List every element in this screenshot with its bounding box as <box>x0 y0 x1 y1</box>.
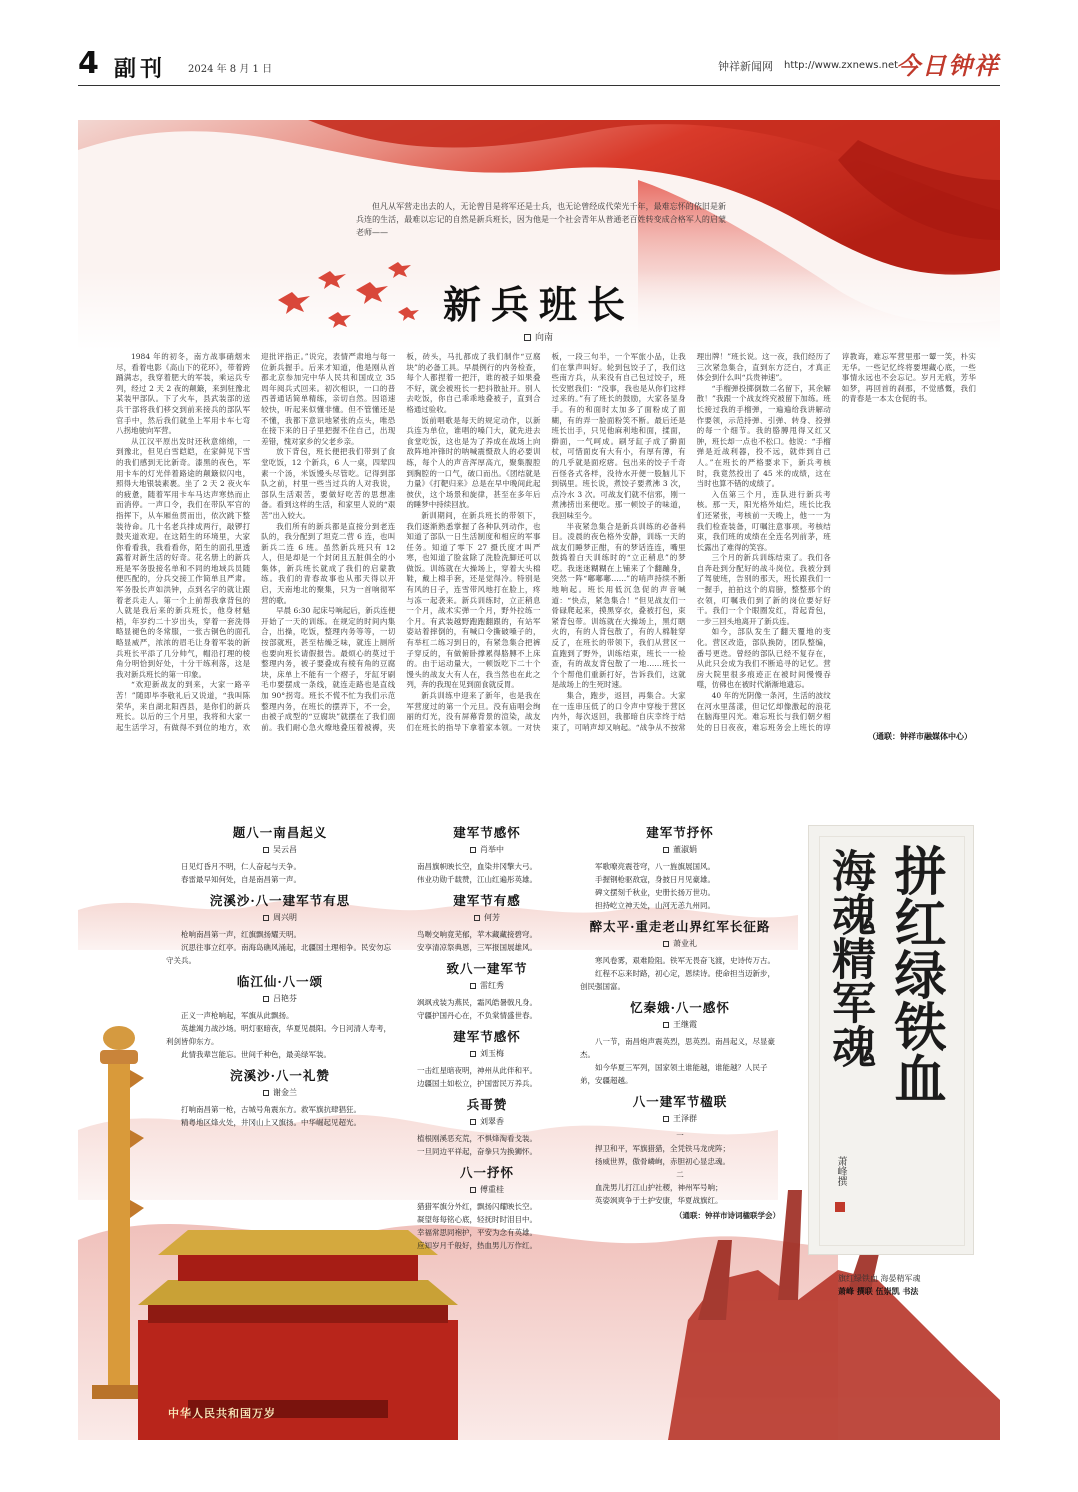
byline-square-icon <box>470 1187 476 1193</box>
page-header <box>78 44 1000 86</box>
article-paragraph: 1984 年的初冬，南方战事硝烟未尽，看着电影《高山下的花环》，带着跨踊满志，我穿着肥大的军装，乘运兵专列，经过 2 天 2 夜的颠簸，来到驻豫北某装甲部队。下了火车，县武装部的送兵干部将我们移交到前来接兵的部队军官手中，然后我们就坐上军用卡车七弯八拐地驶向军营。 <box>116 352 251 436</box>
calligraphy-signature: 萧峰撰 <box>835 1156 846 1186</box>
epigraph: 但凡从军营走出去的人，无论曾目是将军还是士兵，也无论曾经成代荣光千年，最难忘怀的依旧是新兵连的生活，最难以忘记的自然是新兵班长，因为他是一个社会青年从普通老百姓转变成合格军人的启蒙老师—— <box>356 202 726 237</box>
poem-author: 王继霞 <box>580 1018 780 1031</box>
poem-title: 题八一南昌起义 <box>232 825 328 840</box>
poem-body: 打响南昌第一枪，古城号角震东方。救军旗抗肆猖狂。 精粤地区烽火处，井冈山上又旗扬。中华崛起见超光。 <box>181 1105 361 1127</box>
article-byline <box>524 330 553 343</box>
article-paragraph: 我们所有的新兵都是直接分到老连队的，我分配到了坦克二营 6 连，也叫新兵二连 6 班。虽然新兵班只有 12 人，但是却是一个封闭且五脏俱全的小集体，新兵班长就成了我们的启蒙教练。我们的青春故事也从那天得以开启，天南地北的聚集，只为一首响彻军营的歌。 <box>261 521 396 605</box>
poem <box>580 1001 780 1087</box>
poem-author: 刘翠香 <box>402 1115 572 1128</box>
calligraphy-line-left: 海魂精军魂 <box>824 848 875 1068</box>
poem-title: 忆秦娥·八一感怀 <box>630 1000 730 1015</box>
calligraphy-caption <box>838 1272 921 1298</box>
poem <box>580 1095 780 1222</box>
byline-square-icon <box>663 941 669 947</box>
article-paragraph: “手榴弹投掷倒数二名留下，其余解散！”我跟一个战友终究被留下加练。班长接过我的手榴弹，一遍遍给我讲解动作要领，示范持弹、引弹、转身、投弹的每一个细节。我的胳膊甩得又红又肿，班长却一点也不松口。他说：“手榴弹是近战利器，投不远，就炸到自己人。”在班长的严格要求下，新兵考核时，我竟然投出了 45 米的成绩，这在当时也算不错的成绩了。 <box>696 383 831 489</box>
poem-title: 建军节感怀 <box>453 825 521 840</box>
poem-title: 八一抒怀 <box>459 1165 514 1180</box>
article-credit: （通联：钟祥市融媒体中心） <box>868 731 972 741</box>
poem-title: 八一建军节楹联 <box>632 1094 728 1109</box>
article-paragraph: 半夜紧急集合是新兵训练的必备科目。凌晨的夜色格外安静，训练一天的战友们睡梦正酣，有的梦话连连，嘴里鼓捣着白天训练时的“立正稍息”的梦呓。我迷迷糊糊在上铺来了个翻蹦身，突然一阵“嘟嘟嘟……”的哨声持续不断地响起。班长用低沉急促的声音喊道：“快点，紧急集合！”但见战友们一骨碌爬起来，摸黑穿衣，叠被打包，束紧背包带。训练就在大操场上，黑灯瞎火的，有的人背包散了，有的人棉鞋穿反了，在班长的带领下，我们从营区一直跑到了野外，训练结束，班长一一检查，有的战友背包散了一地……班长一个个帮他们重新打好，告诉我们，这就是战场上的生死时速。 <box>551 521 686 690</box>
poem-author: 周兴明 <box>166 911 394 924</box>
poem-title: 临江仙·八一颂 <box>236 974 324 989</box>
byline-square-icon <box>263 996 269 1002</box>
author-name: 向南 <box>535 333 554 343</box>
byline-square-icon <box>524 334 531 341</box>
poem <box>580 826 780 912</box>
byline-square-icon <box>663 1116 669 1122</box>
byline-square-icon <box>470 1119 476 1125</box>
byline-square-icon <box>263 847 269 853</box>
article-body <box>116 352 976 740</box>
poem-body: 猎猎军旗分外红，飘扬闪耀映长空。 凝望每每铭心底，轻抚时时泪目中。 幸福常思同袍护，平安为念有英雄。 应知岁月千般好，热血男儿万作红。 <box>417 1202 537 1250</box>
article-paragraph: 饭前唱歌是每天的规定动作，以新兵连为单位，谁唱的嗓门大，就先进去食堂吃饭，这也是为了养成在战场上向敌阵地冲锋时的呐喊震慑敌人的必要训练，每个人的声音浑厚高亢，聚集腹腔到胸腔的一口气，破口而出。《团结就是力量》《打靶归来》总是在早中晚间此起彼伏，这个场景和旋律，甚至在多年后的睡梦中持续回放。 <box>406 415 541 510</box>
poem-author: 傅重桂 <box>402 1183 572 1196</box>
poem <box>166 1069 394 1129</box>
article-paragraph: 如今，部队发生了翻天覆地的变化。营区改造，部队换防，团队整编，番号更迭。曾经的部队已经不复存在，从此只会成为我们不断追寻的记忆。营房大院里很多痕迹正在被时间慢慢吞噬，仿佛也在被时代渐渐地遗忘。 <box>696 627 831 690</box>
byline-square-icon <box>474 915 480 921</box>
poem <box>402 826 572 886</box>
poem-author: 谢金兰 <box>166 1086 394 1099</box>
poem-column-1 <box>166 826 394 1129</box>
article-paragraph: 三个月的新兵训练结束了。我们各自奔赴到分配好的战斗岗位。我被分到了驾驶班，告别的那天，班长跟我们一一握手，拍拍这个的肩膀，整整那个的衣领，叮嘱我们到了新的岗位要好好干。我们一个个眼圈发红，背起背包，一步三回头地离开了新兵连。 <box>696 553 831 626</box>
poem-author: 王泽群 <box>580 1112 780 1125</box>
byline-square-icon <box>470 847 476 853</box>
article-paragraph: 早晨 6:30 起床号响起后，新兵连便开始了一天的训练。在规定的时间内集合，出操，吃饭，整理内务等等，一切按部就班，甚至枯燥乏味，就连上厕所也要向班长请假报告。最烦心的莫过于整理内务，被子要叠成有棱有角的豆腐块，床单上不能有一个褶子，牙缸牙刷毛巾要摆成一条线，就连走路也是直线加 90°拐弯。班长不慌不忙为我们示范整理内务，在班长的摆弄下，不一会，由被子成型的“豆腐块”就摆在了我们面前。我们耐心急火燎地叠压着被褥，夹板，砖头，马扎都成了我们制作“豆腐块”的必备工具。早晨例行的内务检查，每个人都捏着一把汗，谁的被子如果叠不好，就会被班长一把抖散扯开。别人去吃饭，你自己乖乖地叠被子，直到合格通过验收。 <box>261 352 541 732</box>
poem-body: 植根刚溪恶充荒，不惧烽淘看戈装。 一旦同边平祥起，奋拳只为换狮怀。 <box>417 1134 537 1156</box>
poem <box>402 1098 572 1158</box>
poem-author: 吴云昌 <box>166 843 394 856</box>
article-paragraph: 放下背包，班长便把我们带到了食堂吃饭，12 个新兵，6 人一桌，四荤四素一个汤，米饭馒头尽管吃。记得到部队之前，村里一些当过兵的人对我说，部队生活艰苦，要做好吃苦的思想准备。看到这样的生活，和家里人说的“艰苦”出入较大。 <box>261 447 396 520</box>
article-paragraph: “欢迎新战友的到来，大家一路辛苦！”随即毕李敬礼后又说道，“我叫陈荣华，来自湖北阳西县，是你们的新兵班长。以后的三个月里，我将和大家一起生活学习，有做得不到位的地方，欢迎批评指正。”说完，表情严肃地与每一位新兵握手。后来才知道，他是刚从首都北京参加完中华人民共和国成立 35 周年阅兵式回来。初次相识，一口的普西普通话简单精练，亲切自然。因语速较快，听起来似懂非懂。但不管懂还是不懂，我都下意识地紧张的点头，唯恐在接下来的日子里把握不住自己，出现差错，愧对家乡的父老乡亲。 <box>116 352 396 732</box>
poem-body: 枪响南昌第一声，红旗飘扬耀天明。 沉思往事立红亭。南海岛礁风涌起，北疆国土理相争。民安勿忘守关兵。 <box>166 930 391 965</box>
poem <box>402 1030 572 1090</box>
poem-author: 董淑娟 <box>580 843 780 856</box>
poem-title: 浣溪沙·八一建军节有思 <box>209 893 351 908</box>
poem-body: 寒风卷雾，艰难险阻。铁军无畏奋飞渡，史诗传万古。 红程不忘来时路，初心定，恩续诗。使命担当迈新步，创民强国富。 <box>580 956 775 991</box>
byline-square-icon <box>663 1022 669 1028</box>
article-paragraph: 集合，跑步，返回，再集合。大家在一连串压低了的口令声中穿梭于营区内外，每次返回，我都暗自庆幸终于结束了，可哨声却又响起。“战争从不按常理出牌！”班长说。这一夜，我们经历了三次紧急集合，直到东方泛白，才真正体会到什么叫“兵贵神速”。 <box>551 352 831 732</box>
poem-title: 建军节感怀 <box>453 1029 521 1044</box>
calligraphy-artwork <box>808 825 974 1255</box>
poem <box>402 894 572 954</box>
byline-square-icon <box>470 983 476 989</box>
article-title: 新兵班长 <box>442 282 635 327</box>
poem-title: 浣溪沙·八一礼赞 <box>230 1068 330 1083</box>
tiananmen-banner-text: 中华人民共和国万岁 <box>168 1407 276 1420</box>
poem <box>402 1166 572 1252</box>
byline-square-icon <box>263 915 269 921</box>
article-paragraph: 新训期间，在新兵班长的带领下，我们逐渐熟悉掌握了各种队列动作，也知道了部队一日生活制度和相应的军事任务。知道了零下 27 摄氏度才叫严寒，也知道了脸盆除了洗脸洗脚还可以做饭。训练就在大操场上，穿着大头棉鞋，戴上棉手套，还是觉得冷。特别是有风的日子，连雪带风地打在脸上，疼与冻一起袭来。新兵训练时，立正稍息一个月，战术实弹一个月，野外拉练一个月。有武装越野跑跑翻跟的，有站军姿站着摔倒的，有喊口令撕破嗓子的，有举杠二练习到日的，有紧急集合把裤子穿反的，有做俯卧撑累得胳膊不上床的。由于运动量大，一顿饭吃下二十个馒头的战友大有人在，我当然也在此之列，奔的我现在见到面食就反胃。 <box>406 510 541 690</box>
article-paragraph: 从江汉平原出发时还秋意绵绵，一到豫北，但见白雪皑皑，在家鲜见下雪的我们感到无比新奇。漆黑的夜色，军用卡车的灯光伴着路途的颠簸似闪电，照得大地银装素裹。坐了 2 天 2 夜火车的疲惫，随着军用卡车马达声寒热而止而消停。一声口令，我们在带队军官的指挥下，从车厢鱼贯而出，依次跳下整装待命。几十名老兵排成两行，敲锣打鼓夹道欢迎。在这陌生的环境里，大家你看看我，我看看你，陌生的面孔里透露着对新生活的好奇。花名册上的新兵班是军务股接名单和不同的地域兵员随便匹配的，分兵交接工作简单且严肃。军务股长声如洪钟，点到名字的就让跟着老兵走人。第一个上前帮我拿背包的人就是我后来的新兵班长，他身材魁梧，年岁约二十岁出头，穿着一套洗得略显褪色的冬常服，一张古铜色的面孔略显威严，浓浓的眉毛让身着军装的新兵班长平添了几分帅气，帽沿打理的棱角分明恰到好处，十分干练利落，这是我对新兵班长的第一印象。 <box>116 436 251 679</box>
poem-body: 正义一声枪响起，军旗从此飘扬。 英雄竭力战沙场。明灯驱暗夜，华夏见晨阳。今日河清人寿考，利剑皆仰东方。 此情我辈岂能忘。世间千种色，最美绿军装。 <box>166 1011 391 1059</box>
newspaper-logo: 今日钟祥 <box>896 51 1000 80</box>
poem-author: 肖举中 <box>402 843 572 856</box>
poem-body: 日见灯昏月不明，仁人奋起与天争。 春雷最早知何处，自是南昌第一声。 <box>181 862 301 884</box>
poem-body: 南昌旗帜映长空，血染井冈擎大弓。 伟业功勋千载赞，江山红遍彤英雄。 <box>417 862 537 884</box>
poem-column-3 <box>580 826 780 1222</box>
poem-title: 醉太平·重走老山界红军长征路 <box>589 919 771 934</box>
poem <box>402 962 572 1022</box>
byline-square-icon <box>470 1051 476 1057</box>
site-url[interactable]: http://www.zxnews.net <box>784 60 899 71</box>
poem-body: 一 捍卫和平，军旗猎猎，全凭铁马龙虎阵； 扬威世界，傲骨嶙峋，赤胆初心显忠魂。 二 血洗男儿打江山护社稷，神州军号响； 英姿飒爽争于土护安康，华夏战旗红。 <box>595 1131 730 1205</box>
poem-author: 萧业礼 <box>580 937 780 950</box>
calligraphy-caption-line: 旗红绿铁血 海晏精军魂 <box>838 1274 921 1283</box>
seal-stamp-icon <box>835 1202 845 1212</box>
poem-body: 一击红星暗夜明，神州从此伴和平。 边疆国土如松立，护国雷民万养兵。 <box>417 1066 537 1088</box>
byline-square-icon <box>663 847 669 853</box>
issue-date: 2024 年 8 月 1 日 <box>188 64 273 75</box>
poem <box>166 894 394 967</box>
poem-credit: （通联：钟祥市诗词楹联学会） <box>675 1211 780 1220</box>
poem-title: 建军节抒怀 <box>646 825 714 840</box>
poem-body: 鸟啭交响竟芜郁，苹木藏藏接碧穹。 安享清凉祭典恩，三军报国展雄风。 <box>417 930 537 952</box>
calligraphy-line-right: 拼红绿铁血 <box>885 844 946 1104</box>
article-paragraph: 新兵训练中迎来了新年，也是我在军营度过的第一个元旦。没有庙唱会绚丽的灯光，没有屏幕背景的渲染，战友们在班长的指导下拿着家本领。一对快板，一段三句半，一个军旅小品，让我们在掌声叫好。轮到包饺子了，我们这些南方兵，从来没有自己包过饺子，班长安慰我们：“没事，我也是从你们这样过来的。”有了班长的鼓励，大家各显身手。有的和面时太加多了面粉成了面糊，有的弄一脸面粉笑不断。最后还是班长出手，只见他麻利地和面，揉面，擀面，一气呵成。刷牙缸子成了擀面杖，可惜面皮有大有小，有厚有薄，有的几乎就是面疙瘩。包出来的饺子千奇百怪各式各样，没待水开便一股脑儿下到锅里。班长说，煮饺子要煮沸 3 次，点冷水 3 次。可战友们就不信邪，刚一煮沸捞出来便吃。那一顿饺子的味道，我回味至今。 <box>406 352 686 732</box>
poem <box>580 920 780 993</box>
poem-author: 雷红秀 <box>402 979 572 992</box>
poem-column-2 <box>402 826 572 1252</box>
poem-author: 何芳 <box>402 911 572 924</box>
poem-author: 刘玉梅 <box>402 1047 572 1060</box>
poem-author: 吕艳芬 <box>166 992 394 1005</box>
calligraphy-caption-credit: 萧峰 撰联 伍崇凯 书法 <box>838 1286 919 1296</box>
poem-title: 致八一建军节 <box>446 961 528 976</box>
poem <box>166 975 394 1061</box>
poem-body: 八一节，南昌炮声震英烈，思英烈。南昌起义，尽显豪杰。 如今华夏三军列，国家领土谁能越，谁能越？人民子弟，安疆超越。 <box>580 1037 775 1085</box>
poem-title: 兵哥赞 <box>466 1097 508 1112</box>
poem-body: 军歌嘹亮震苍穹，八一旌旗展国风。 手握钢枪驱敌寇，身披日月见豪雄。 碑文摆刻千秋业，史册长扬万世功。 担持屹立神天处，山河无恙九州同。 <box>595 862 715 910</box>
article-paragraph: 入伍第三个月，连队进行新兵考核。那一天，阳光格外灿烂，班长比我们还紧张，考核前一天晚上，他一一为我们检查装备，叮嘱注意事项。考核结束，我们班的成绩在全连名列前茅，班长露出了难得的笑容。 <box>696 489 831 552</box>
poem-body: 飒飒戎装为燕民，霜风皓暑戟凡身。 守疆护国丹心在，不负棠情盛世春。 <box>417 998 537 1020</box>
section-title: 副刊 <box>114 56 167 82</box>
byline-square-icon <box>263 1090 269 1096</box>
article-paragraph: 40 年的光阴像一条河，生活的波纹在河水里荡漾，但记忆却像激起的浪花在脑海里闪光。难忘班长与我们朝夕相处的日日夜夜，难忘班务会上班长的谆谆教诲，难忘军营里那一颦一笑，朴实无华。一些记忆终将要埋藏心底，一些事情永远也不会忘记。岁月无痕，芳华如梦，再回首的刹那，不觉感慨，我们的青春是一本太仓促的书。 <box>696 352 976 732</box>
poem-title: 建军节有感 <box>453 893 521 908</box>
site-name: 钟祥新闻网 <box>718 60 773 73</box>
poem <box>166 826 394 886</box>
page-number: 4 <box>78 46 99 81</box>
